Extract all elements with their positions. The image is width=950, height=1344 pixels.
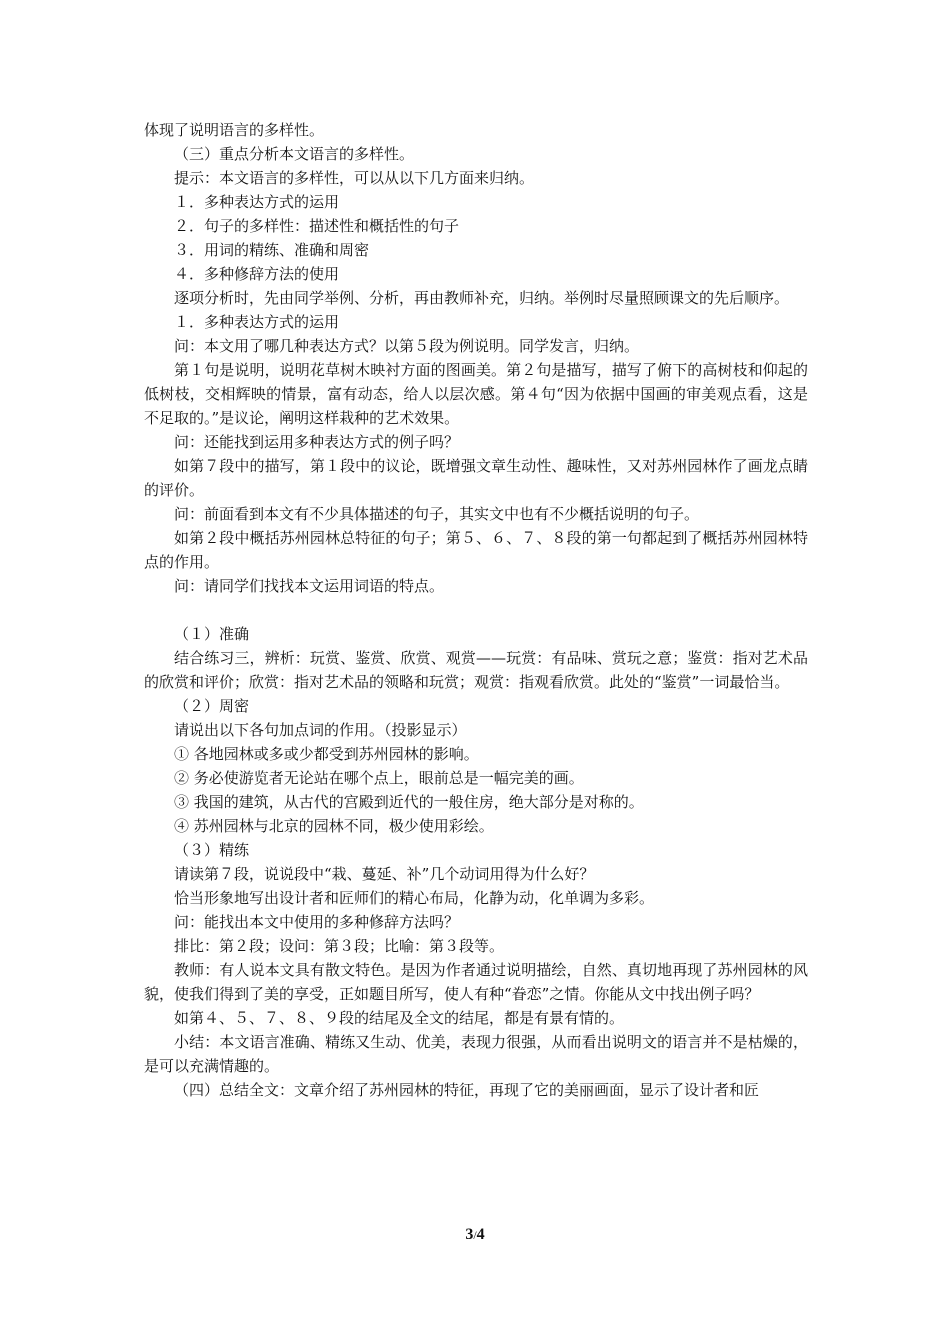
paragraph: 问：请同学们找找本文运用词语的特点。 — [174, 577, 445, 595]
paragraph: ④ 苏州园林与北京的园林不同，极少使用彩绘。 — [174, 817, 494, 835]
paragraph: （３）精练 — [174, 841, 250, 859]
document-body — [144, 118, 808, 1102]
paragraph: 提示：本文语言的多样性，可以从以下几方面来归纳。 — [174, 169, 535, 187]
paragraph: ① 各地园林或多或少都受到苏州园林的影响。 — [174, 745, 479, 763]
paragraph: （２）周密 — [174, 697, 250, 715]
paragraph: 问：前面看到本文有不少具体描述的句子，其实文中也有不少概括说明的句子。 — [174, 505, 700, 523]
paragraph: 问：本文用了哪几种表达方式？以第５段为例说明。同学发言，归纳。 — [174, 337, 640, 355]
paragraph: 问：能找出本文中使用的多种修辞方法吗？ — [174, 913, 460, 931]
paragraph: 问：还能找到运用多种表达方式的例子吗？ — [174, 433, 460, 451]
page-total: 4 — [476, 1226, 485, 1243]
paragraph: ② 务必使游览者无论站在哪个点上，眼前总是一幅完美的画。 — [174, 769, 584, 787]
paragraph: 排比：第２段；设问：第３段；比喻：第３段等。 — [174, 937, 505, 955]
paragraph: ４．多种修辞方法的使用 — [174, 265, 340, 283]
paragraph: 体现了说明语言的多样性。 — [144, 121, 325, 139]
page-number — [0, 1226, 950, 1244]
paragraph: （１）准确 — [174, 625, 250, 643]
blank-line — [144, 598, 808, 622]
page-current: 3 — [465, 1226, 474, 1243]
paragraph: 如第２段中概括苏州园林总特征的句子；第５、６、７、８段的第一句都起到了概括苏州园林特点的作用。 — [144, 529, 808, 571]
paragraph: （四）总结全文：文章介绍了苏州园林的特征，再现了它的美丽画面，显示了设计者和匠 — [174, 1081, 760, 1099]
paragraph: （三）重点分析本文语言的多样性。 — [174, 145, 415, 163]
paragraph: ２．句子的多样性：描述性和概括性的句子 — [174, 217, 460, 235]
paragraph: 请读第７段，说说段中“栽、蔓延、补”几个动词用得为什么好？ — [174, 865, 595, 883]
paragraph: 教师：有人说本文具有散文特色。是因为作者通过说明描绘，自然、真切地再现了苏州园林的风貌，使我们得到了美的享受，正如题目所写，使人有种“眷恋”之情。你能从文中找出例子吗？ — [144, 961, 808, 1003]
paragraph: 恰当形象地写出设计者和匠师们的精心布局，化静为动，化单调为多彩。 — [174, 889, 655, 907]
paragraph: 第１句是说明，说明花草树木映衬方面的图画美。第２句是描写，描写了俯下的高树枝和仰起的低树枝，交相辉映的情景，富有动态，给人以层次感。第４句“因为依据中国画的审美观点看，这是不足取的。”是议论，阐明这样栽种的艺术效果。 — [144, 361, 808, 427]
paragraph: １．多种表达方式的运用 — [174, 193, 340, 211]
paragraph: ３．用词的精练、准确和周密 — [174, 241, 370, 259]
paragraph: ③ 我国的建筑，从古代的宫殿到近代的一般住房，绝大部分是对称的。 — [174, 793, 644, 811]
paragraph: 逐项分析时，先由同学举例、分析，再由教师补充，归纳。举例时尽量照顾课文的先后顺序。 — [174, 289, 790, 307]
paragraph: 小结：本文语言准确、精练又生动、优美，表现力很强，从而看出说明文的语言并不是枯燥的，是可以充满情趣的。 — [144, 1033, 808, 1075]
paragraph: 请说出以下各句加点词的作用。（投影显示） — [174, 721, 467, 739]
paragraph: 结合练习三，辨析：玩赏、鉴赏、欣赏、观赏——玩赏：有品味、赏玩之意；鉴赏：指对艺术品的欣赏和评价；欣赏：指对艺术品的领略和玩赏；观赏：指观看欣赏。此处的“鉴赏”一词最恰当。 — [144, 649, 808, 691]
paragraph: １．多种表达方式的运用 — [174, 313, 340, 331]
paragraph: 如第４、５、７、８、９段的结尾及全文的结尾，都是有景有情的。 — [174, 1009, 625, 1027]
page-separator: / — [473, 1228, 477, 1242]
paragraph: 如第７段中的描写，第１段中的议论，既增强文章生动性、趣味性，又对苏州园林作了画龙点睛的评价。 — [144, 457, 808, 499]
